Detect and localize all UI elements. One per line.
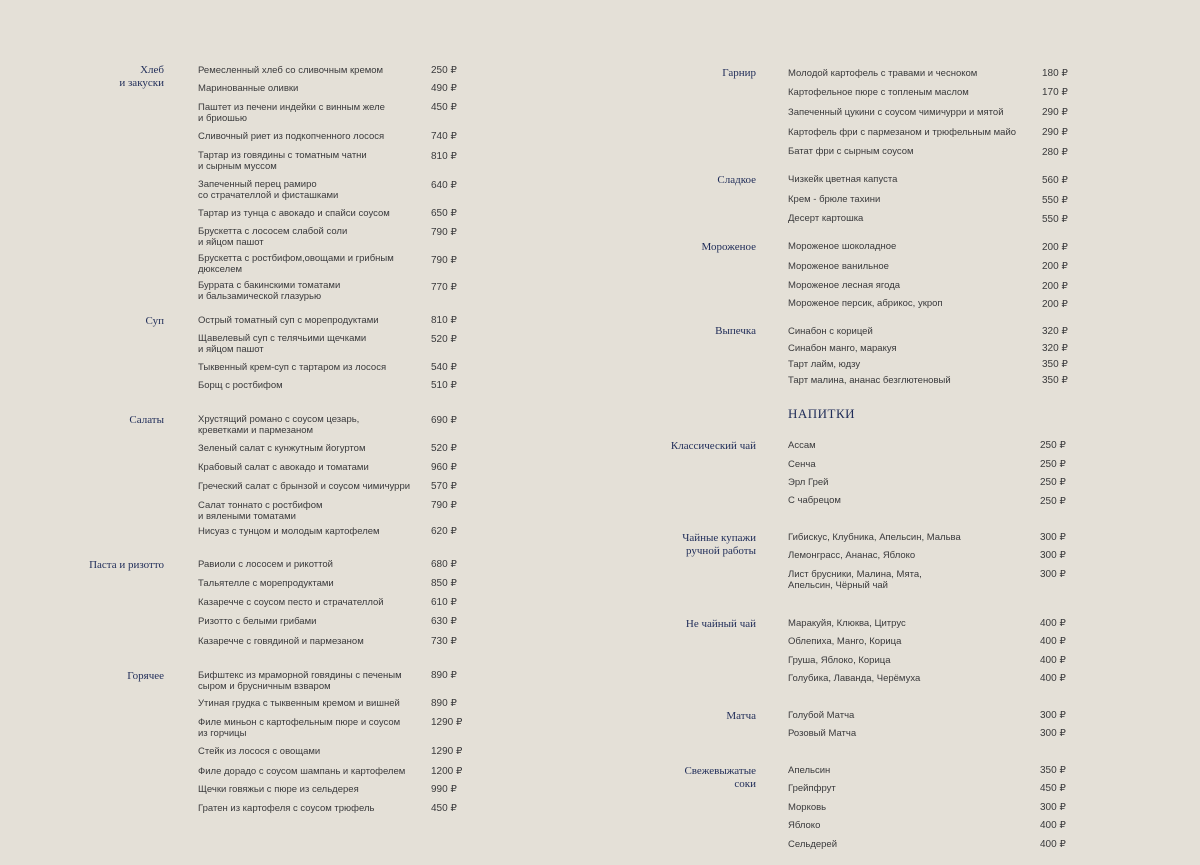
drink-item-price: 300 ₽ [1040, 569, 1066, 580]
menu-item-name: Салат тоннато с ростбифом и вялеными томатами [198, 500, 323, 522]
menu-item-name: Казаречче с говядиной и пармезаном [198, 636, 364, 647]
menu-item-name: Молодой картофель с травами и чесноком [788, 68, 978, 79]
menu-item-price: 290 ₽ [1042, 127, 1068, 138]
menu-item-name: Мороженое лесная ягода [788, 280, 901, 291]
menu-item-name: Хрустящий романо с соусом цезарь, креветками и пармезаном [198, 414, 360, 436]
menu-item-name: Нисуаз с тунцом и молодым картофелем [198, 526, 380, 537]
drink-item-name: Розовый Матча [788, 728, 857, 739]
drink-item-name: Апельсин [788, 765, 831, 776]
menu-item-name: Сливочный риет из подкопченного лосося [198, 131, 385, 142]
menu-item-price: 620 ₽ [431, 526, 457, 537]
menu-item-price: 250 ₽ [431, 65, 457, 76]
category-sides: Гарнир [722, 67, 756, 79]
menu-item-name: Щечки говяжьи с пюре из сельдерея [198, 784, 359, 795]
menu-item-name: Запеченный перец рамиро со страчателлой и фисташками [198, 179, 339, 201]
menu-item-name: Тальятелле с морепродуктами [198, 578, 334, 589]
menu-item-price: 690 ₽ [431, 415, 457, 426]
menu-item-name: Синабон манго, маракуя [788, 343, 897, 354]
drink-item-price: 300 ₽ [1040, 710, 1066, 721]
drink-item-price: 300 ₽ [1040, 532, 1066, 543]
menu-item-name: Синабон с корицей [788, 326, 873, 337]
category-fresh-juices: Свежевыжатые соки [684, 765, 756, 790]
menu-item-price: 450 ₽ [431, 102, 457, 113]
drink-item-price: 400 ₽ [1040, 820, 1066, 831]
category-bread-snacks: Хлеб и закуски [119, 64, 164, 89]
menu-item-price: 740 ₽ [431, 131, 457, 142]
menu-item-name: Тарт лайм, юдзу [788, 359, 861, 370]
menu-item-price: 200 ₽ [1042, 281, 1068, 292]
drink-item-name: Лемонграсс, Ананас, Яблоко [788, 550, 916, 561]
drink-item-price: 400 ₽ [1040, 839, 1066, 850]
menu-item-price: 630 ₽ [431, 616, 457, 627]
drink-item-name: Сельдерей [788, 839, 838, 850]
menu-item-name: Щавелевый суп с телячьими щечками и яйцом пашот [198, 333, 367, 355]
menu-item-price: 450 ₽ [431, 803, 457, 814]
drink-item-price: 400 ₽ [1040, 673, 1066, 684]
drink-item-price: 450 ₽ [1040, 783, 1066, 794]
category-classic-tea: Классический чай [670, 440, 756, 452]
drink-item-name: Облепиха, Манго, Корица [788, 636, 902, 647]
drink-item-price: 250 ₽ [1040, 496, 1066, 507]
menu-item-name: Стейк из лосося с овощами [198, 746, 321, 757]
menu-item-name: Картофельное пюре с топленым маслом [788, 87, 969, 98]
menu-item-price: 790 ₽ [431, 227, 457, 238]
menu-item-price: 1290 ₽ [431, 717, 463, 728]
menu-item-price: 990 ₽ [431, 784, 457, 795]
menu-item-name: Тартар из говядины с томатным чатни и сырным муссом [198, 150, 367, 172]
menu-item-price: 890 ₽ [431, 670, 457, 681]
menu-item-name: Мороженое персик, абрикос, укроп [788, 298, 943, 309]
menu-item-name: Батат фри с сырным соусом [788, 146, 914, 157]
menu-item-name: Греческий салат с брынзой и соусом чимичурри [198, 481, 411, 492]
menu-item-price: 200 ₽ [1042, 261, 1068, 272]
menu-item-price: 290 ₽ [1042, 107, 1068, 118]
drink-item-price: 400 ₽ [1040, 618, 1066, 629]
drink-item-price: 350 ₽ [1040, 765, 1066, 776]
menu-item-name: Мороженое ванильное [788, 261, 889, 272]
category-pastry: Выпечка [715, 325, 756, 337]
menu-item-price: 640 ₽ [431, 180, 457, 191]
menu-item-price: 520 ₽ [431, 334, 457, 345]
drink-item-price: 300 ₽ [1040, 550, 1066, 561]
menu-item-price: 510 ₽ [431, 380, 457, 391]
menu-item-price: 490 ₽ [431, 83, 457, 94]
drink-item-name: С чабрецом [788, 495, 841, 506]
drink-item-price: 250 ₽ [1040, 440, 1066, 451]
menu-item-price: 320 ₽ [1042, 343, 1068, 354]
drink-item-name: Голубика, Лаванда, Черёмуха [788, 673, 921, 684]
category-ice-cream: Мороженое [701, 241, 756, 253]
menu-item-price: 180 ₽ [1042, 68, 1068, 79]
category-tea-blends: Чайные купажи ручной работы [682, 532, 756, 557]
menu-item-name: Утиная грудка с тыквенным кремом и вишней [198, 698, 400, 709]
drink-item-name: Голубой Матча [788, 710, 855, 721]
menu-item-price: 610 ₽ [431, 597, 457, 608]
menu-item-name: Борщ с ростбифом [198, 380, 283, 391]
menu-item-name: Зеленый салат с кунжутным йогуртом [198, 443, 366, 454]
menu-item-price: 170 ₽ [1042, 87, 1068, 98]
drink-item-price: 300 ₽ [1040, 802, 1066, 813]
category-hot-dishes: Горячее [127, 670, 164, 682]
menu-item-name: Ремесленный хлеб со сливочным кремом [198, 65, 384, 76]
drink-item-name: Сенча [788, 459, 816, 470]
drink-item-name: Яблоко [788, 820, 821, 831]
drink-item-price: 250 ₽ [1040, 477, 1066, 488]
menu-item-name: Паштет из печени индейки с винным желе и бриошью [198, 102, 385, 124]
menu-item-price: 650 ₽ [431, 208, 457, 219]
menu-item-price: 540 ₽ [431, 362, 457, 373]
menu-item-price: 890 ₽ [431, 698, 457, 709]
menu-item-name: Тыквенный крем-суп с тартаром из лосося [198, 362, 387, 373]
menu-item-name: Брускетта с ростбифом,овощами и грибным дюкселем [198, 253, 394, 275]
drink-item-name: Груша, Яблоко, Корица [788, 655, 891, 666]
category-sweets: Сладкое [717, 174, 756, 186]
menu-item-name: Картофель фри с пармезаном и трюфельным майо [788, 127, 1017, 138]
drink-item-price: 400 ₽ [1040, 636, 1066, 647]
menu-item-name: Тарт малина, ананас безглютеновый [788, 375, 951, 386]
drink-item-name: Морковь [788, 802, 827, 813]
menu-item-price: 280 ₽ [1042, 147, 1068, 158]
menu-item-name: Брускетта с лососем слабой соли и яйцом пашот [198, 226, 348, 248]
drink-item-name: Лист брусники, Малина, Мята, Апельсин, Чёрный чай [788, 569, 922, 591]
menu-item-price: 200 ₽ [1042, 299, 1068, 310]
menu-item-price: 850 ₽ [431, 578, 457, 589]
drinks-heading: НАПИТКИ [788, 406, 856, 421]
drink-item-name: Ассам [788, 440, 816, 451]
menu-item-name: Маринованные оливки [198, 83, 299, 94]
menu-item-price: 810 ₽ [431, 315, 457, 326]
menu-item-price: 320 ₽ [1042, 326, 1068, 337]
menu-item-price: 680 ₽ [431, 559, 457, 570]
menu-item-price: 1290 ₽ [431, 746, 463, 757]
category-pasta-risotto: Паста и ризотто [89, 559, 164, 571]
drink-item-name: Грейпфрут [788, 783, 836, 794]
menu-item-name: Казаречче с соусом песто и страчателлой [198, 597, 384, 608]
menu-item-name: Чизкейк цветная капуста [788, 174, 898, 185]
menu-item-name: Гратен из картофеля с соусом трюфель [198, 803, 375, 814]
menu-item-name: Филе дорадо с соусом шампань и картофелем [198, 766, 406, 777]
menu-item-name: Филе миньон с картофельным пюре и соусом из горчицы [198, 717, 401, 739]
menu-item-name: Мороженое шоколадное [788, 241, 897, 252]
category-non-tea-tea: Не чайный чай [685, 618, 756, 630]
menu-item-name: Равиоли с лососем и рикоттой [198, 559, 333, 570]
menu-item-price: 570 ₽ [431, 481, 457, 492]
menu-item-name: Бифштекс из мраморной говядины с печеным сыром и брусничным взваром [198, 670, 402, 692]
menu-item-price: 810 ₽ [431, 151, 457, 162]
menu-item-price: 520 ₽ [431, 443, 457, 454]
menu-item-name: Крем - брюле тахини [788, 194, 881, 205]
category-soup: Суп [145, 315, 164, 327]
menu-item-name: Ризотто с белыми грибами [198, 616, 317, 627]
menu-item-name: Десерт картошка [788, 213, 864, 224]
drink-item-name: Гибискус, Клубника, Апельсин, Мальва [788, 532, 961, 543]
menu-item-name: Буррата с бакинскими томатами и бальзамической глазурью [198, 280, 341, 302]
drink-item-name: Эрл Грей [788, 477, 829, 488]
drink-item-price: 300 ₽ [1040, 728, 1066, 739]
menu-item-price: 790 ₽ [431, 255, 457, 266]
drink-item-price: 250 ₽ [1040, 459, 1066, 470]
menu-item-price: 200 ₽ [1042, 242, 1068, 253]
menu-item-price: 1200 ₽ [431, 766, 463, 777]
category-salads: Салаты [129, 414, 164, 426]
menu-item-name: Крабовый салат с авокадо и томатами [198, 462, 369, 473]
menu-item-price: 350 ₽ [1042, 359, 1068, 370]
menu-item-price: 550 ₽ [1042, 195, 1068, 206]
category-matcha: Матча [726, 710, 756, 722]
menu-item-price: 790 ₽ [431, 500, 457, 511]
menu-item-name: Острый томатный суп с морепродуктами [198, 315, 379, 326]
menu-item-price: 550 ₽ [1042, 214, 1068, 225]
menu-item-price: 350 ₽ [1042, 375, 1068, 386]
drink-item-price: 400 ₽ [1040, 655, 1066, 666]
drink-item-name: Маракуйя, Клюква, Цитрус [788, 618, 906, 629]
menu-item-name: Запеченный цукини с соусом чимичурри и мятой [788, 107, 1004, 118]
menu-item-price: 960 ₽ [431, 462, 457, 473]
menu-item-price: 770 ₽ [431, 282, 457, 293]
menu-item-price: 560 ₽ [1042, 175, 1068, 186]
menu-item-price: 730 ₽ [431, 636, 457, 647]
menu-item-name: Тартар из тунца с авокадо и спайси соусом [198, 208, 390, 219]
